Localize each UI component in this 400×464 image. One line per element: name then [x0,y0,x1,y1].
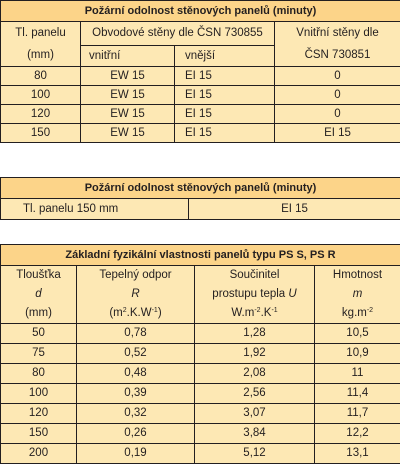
cell-u: 3,07 [195,404,315,424]
table-row [1,67,400,86]
unit-d: (mm) [1,304,77,324]
col-header-heat-transfer: prostupu tepla U [195,285,315,304]
cell-u: 2,56 [195,384,315,404]
cell-u: 2,08 [195,364,315,384]
cell-d: 100 [1,384,77,404]
cell-outer: EI 15 [175,105,275,124]
cell-d: 80 [1,364,77,384]
cell-m: 10,5 [315,324,400,344]
cell-interior: 0 [275,67,400,86]
col-header-coefficient: Součinitel [195,266,315,286]
symbol-m: m [315,285,400,304]
cell-r: 0,52 [77,344,195,364]
cell-u: 1,28 [195,324,315,344]
table-title: Požární odolnost stěnových panelů (minuty) [1,178,400,199]
table-row [1,384,400,404]
cell-interior: 0 [275,86,400,105]
cell-outer: EI 15 [175,67,275,86]
table-row [1,344,400,364]
col-header-exterior-walls: Obvodové stěny dle ČSN 730855 [81,22,275,46]
unit-u: $W.m^{-2}.K^{-1}$ [195,304,315,324]
cell-d: 75 [1,344,77,364]
col-subheader-outer: vnější [175,46,275,67]
unit-r: $(m^2.K.W^{-1})$ [77,304,195,324]
cell-inner: EW 15 [81,86,175,105]
cell-thickness: 80 [1,67,81,86]
table-row [1,444,400,464]
cell-m: 11 [315,364,400,384]
table-row [1,424,400,444]
table-title: Základní fyzikální vlastnosti panelů typu PS S, PS R [1,245,400,266]
cell-inner: EW 15 [81,124,175,143]
table-row [1,124,400,143]
table-row [1,105,400,124]
cell-u: 5,12 [195,444,315,464]
cell-r: 0,19 [77,444,195,464]
col-header-thermal-resistance: Tepelný odpor [77,266,195,286]
cell-interior: EI 15 [275,124,400,143]
panel-thickness-label: Tl. panelu 150 mm [1,199,189,220]
cell-thickness: 100 [1,86,81,105]
cell-r: 0,32 [77,404,195,424]
cell-d: 200 [1,444,77,464]
panel-fire-value: EI 15 [189,199,400,220]
cell-r: 0,78 [77,324,195,344]
col-header-standard: ČSN 730851 [275,46,400,67]
col-header-thickness: Tloušťka [1,266,77,286]
cell-thickness: 120 [1,105,81,124]
symbol-r: R [77,285,195,304]
col-header-interior-walls: Vnitřní stěny dle [275,22,400,46]
cell-d: 50 [1,324,77,344]
cell-thickness: 150 [1,124,81,143]
cell-m: 11,7 [315,404,400,424]
cell-m: 12,2 [315,424,400,444]
cell-r: 0,48 [77,364,195,384]
col-header-thickness: Tl. panelu [1,22,81,46]
unit-m: $kg.m^{-2}$ [315,304,400,324]
col-header-unit: (mm) [1,46,81,67]
table-row [1,364,400,384]
cell-r: 0,39 [77,384,195,404]
cell-inner: EW 15 [81,67,175,86]
cell-outer: EI 15 [175,86,275,105]
cell-d: 150 [1,424,77,444]
cell-outer: EI 15 [175,124,275,143]
cell-inner: EW 15 [81,105,175,124]
col-subheader-inner: vnitřní [81,46,175,67]
col-header-weight: Hmotnost [315,266,400,286]
cell-d: 120 [1,404,77,424]
symbol-d: d [1,285,77,304]
table-title: Požární odolnost stěnových panelů (minuty) [1,1,400,22]
cell-m: 11,4 [315,384,400,404]
cell-interior: 0 [275,105,400,124]
cell-u: 3,84 [195,424,315,444]
cell-m: 10,9 [315,344,400,364]
cell-r: 0,26 [77,424,195,444]
table-row [1,404,400,424]
table-row [1,86,400,105]
table-row [1,324,400,344]
physical-properties-table [0,244,400,464]
fire-resistance-table [0,0,400,143]
cell-u: 1,92 [195,344,315,364]
fire-resistance-150-table [0,177,400,220]
cell-m: 13,1 [315,444,400,464]
